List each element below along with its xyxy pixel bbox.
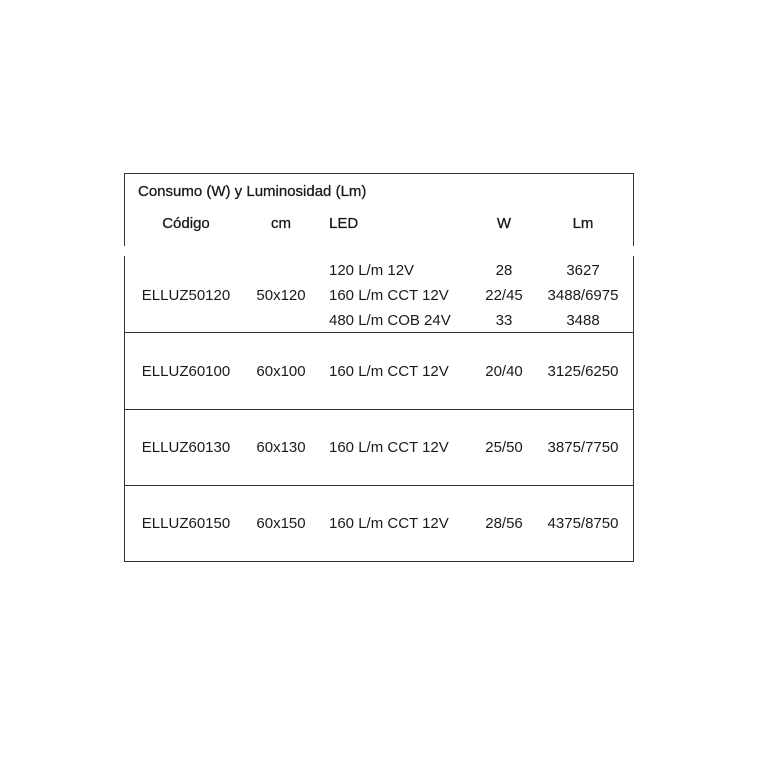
row-size: 60x100 [256,363,306,380]
row-codigo: ELLUZ50120 [141,287,231,304]
row-lumens: 4375/8750 [547,515,619,532]
header-codigo: Código [162,215,210,232]
row-led: 120 L/m 12V [329,262,415,279]
row-led: 160 L/m CCT 12V [329,287,449,304]
row-watts: 22/45 [485,287,523,304]
row-watts: 28/56 [485,515,523,532]
row-divider [125,485,633,486]
header-w: W [496,215,512,232]
row-codigo: ELLUZ60130 [141,439,231,456]
spec-table [124,173,634,562]
row-lumens: 3488 [566,312,600,329]
row-codigo: ELLUZ60150 [141,515,231,532]
row-size: 60x150 [256,515,306,532]
row-led: 160 L/m CCT 12V [329,363,449,380]
row-size: 50x120 [256,287,306,304]
row-divider [125,332,633,333]
row-lumens: 3627 [566,262,600,279]
row-watts: 28 [495,262,513,279]
row-size: 60x130 [256,439,306,456]
row-watts: 33 [495,312,513,329]
row-lumens: 3488/6975 [547,287,619,304]
row-lumens: 3875/7750 [547,439,619,456]
header-gap [123,246,635,256]
header-cm: cm [271,215,291,232]
header-lm: Lm [572,215,594,232]
row-codigo: ELLUZ60100 [141,363,231,380]
table-title: Consumo (W) y Luminosidad (Lm) [138,183,367,200]
row-watts: 20/40 [485,363,523,380]
header-led: LED [329,215,359,232]
row-lumens: 3125/6250 [547,363,619,380]
row-divider [125,409,633,410]
row-led: 480 L/m COB 24V [329,312,451,329]
row-watts: 25/50 [485,439,523,456]
row-led: 160 L/m CCT 12V [329,439,449,456]
row-led: 160 L/m CCT 12V [329,515,449,532]
